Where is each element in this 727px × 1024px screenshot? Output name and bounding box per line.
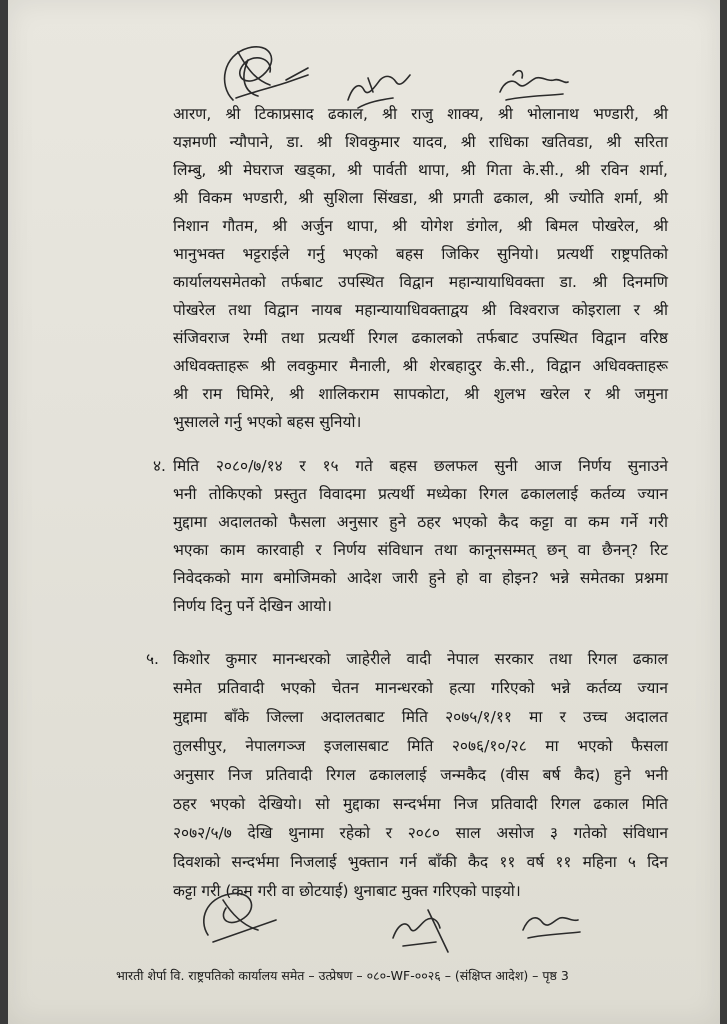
- text-line: भनी तोकिएको प्रस्तुत विवादमा प्रत्यर्थी मध्येका रिगल ढकाललाई कर्तव्य ज्यान: [173, 485, 668, 503]
- signature-mark: [368, 78, 373, 92]
- text-line: समेत प्रतिवादी भएको चेतन मानन्धरको हत्या गरिएको भन्ने कर्तव्य ज्यान: [173, 679, 668, 697]
- signature-mark: [238, 52, 270, 85]
- signature-mark: [223, 900, 258, 930]
- signature-mark: [225, 47, 272, 100]
- text-line: निर्णय दिनु पर्ने देखिन आयो।: [173, 597, 333, 615]
- text-line: कट्टा गरी (कम गरी वा छोटयाई) थुनाबाट मुक्त गरिएको पाइयो।: [173, 882, 521, 900]
- text-line: यज्ञमणी न्यौपाने, डा. श्री शिवकुमार यादव, श्री राधिका खतिवडा, श्री सरिता: [173, 133, 668, 151]
- document-page: [8, 0, 720, 1024]
- signature-mark: [286, 68, 308, 80]
- text-line: श्री राम घिमिरे, श्री शालिकराम सापकोटा, श्री शुलभ खरेल र श्री जमुना: [173, 385, 668, 403]
- text-line: संजिवराज रेग्मी तथा प्रत्यर्थी रिगल ढकालको तर्फबाट उपस्थित विद्वान वरिष्ठ: [173, 329, 668, 347]
- text-line: किशोर कुमार मानन्धरको जाहेरीले वादी नेपाल सरकार तथा रिगल ढकाल: [173, 650, 668, 668]
- text-line: मुद्दामा अदालतको फैसला अनुसार हुने ठहर भएको कैद कट्टा वा कम गर्ने गरी: [173, 513, 668, 531]
- signature-mark: [528, 932, 580, 938]
- text-line: तुलसीपुर, नेपालगञ्ज इजलासबाट मिति २०७६/१०/२८ मा भएको फैसला: [173, 737, 668, 755]
- text-line: ठहर भएको देखियो। सो मुद्दाका सन्दर्भमा निज प्रतिवादी रिगल ढकाल मिति: [173, 795, 668, 813]
- text-line: भानुभक्त भट्टराईले गर्नु भएको बहस जिकिर सुनियो। प्रत्यर्थी राष्ट्रपतिको: [173, 245, 668, 263]
- text-line: मिति २०८०/७/१४ र १५ गते बहस छलफल सुनी आज निर्णय सुनाउने: [173, 457, 668, 475]
- text-line: अनुसार निज प्रतिवादी रिगल ढकाललाई जन्मकैद (वीस बर्ष कैद) हुने भनी: [173, 766, 668, 784]
- signature-mark: [348, 75, 410, 100]
- signature-mark: [213, 920, 276, 942]
- paragraph-number: ५.: [146, 650, 159, 668]
- text-line: पोखरेल तथा विद्वान नायब महान्यायाधिवक्ताद्वय श्री विश्वराज कोइराला र श्री: [173, 301, 668, 319]
- signature-mark: [428, 910, 448, 952]
- text-line: दिवशको सन्दर्भमा निजलाई भुक्तान गर्न बाँकी कैद ११ वर्ष ११ महिना ५ दिन: [173, 853, 668, 871]
- text-line: भुसालले गर्नु भएको बहस सुनियो।: [173, 413, 362, 431]
- signature-mark: [244, 60, 258, 96]
- text-line: अधिवक्ताहरू श्री लवकुमार मैनाली, श्री शेरबहादुर के.सी., विद्वान अधिवक्ताहरू: [173, 357, 668, 375]
- signature-mark: [403, 942, 436, 946]
- text-line: भएका काम कारवाही र निर्णय संविधान तथा कानूनसम्मत् छन् वा छैनन्? रिट: [173, 541, 668, 559]
- signature-mark: [393, 918, 440, 938]
- text-line: श्री विकम भण्डारी, श्री सुशिला सिंखडा, श्री प्रगती ढकाल, श्री ज्योति शर्मा, श्री: [173, 189, 668, 207]
- text-line: कार्यालयसमेतको तर्फबाट उपस्थित विद्वान महान्यायाधिवक्ता डा. श्री दिनमणि: [173, 273, 668, 291]
- text-line: लिम्बु, श्री मेघराज खड्का, श्री पार्वती थापा, श्री गिता के.सी., श्री रविन शर्मा,: [173, 161, 668, 179]
- signature-mark: [506, 94, 563, 100]
- text-line: निवेदकको माग बमोजिमको आदेश जारी हुने हो वा होइन? भन्ने समेतका प्रश्नमा: [173, 569, 668, 587]
- signature-mark: [513, 71, 522, 78]
- signature-mark: [523, 918, 578, 930]
- signature-mark: [236, 75, 308, 98]
- text-line: आरण, श्री टिकाप्रसाद ढकाल, श्री राजु शाक्य, श्री भोलानाथ भण्डारी, श्री: [173, 105, 668, 123]
- paragraph-number: ४.: [153, 457, 166, 475]
- text-line: निशान गौतम, श्री अर्जुन थापा, श्री योगेश डंगोल, श्री बिमल पोखरेल, श्री: [173, 217, 668, 235]
- text-line: मुद्दामा बाँके जिल्ला अदालतबाट मिति २०७५/१/११ मा र उच्च अदालत: [173, 708, 668, 726]
- text-line: २०७२/५/७ देखि थुनामा रहेको र २०८० साल असोज ३ गतेको संविधान: [173, 824, 668, 842]
- signature-mark: [500, 78, 568, 92]
- page-footer: भारती शेर्पा वि. राष्ट्रपतिको कार्यालय समेत – उत्प्रेषण – ०८०-WF-००२६ – (संक्षिप्त आदेश) – पृष्ठ 3: [116, 968, 569, 983]
